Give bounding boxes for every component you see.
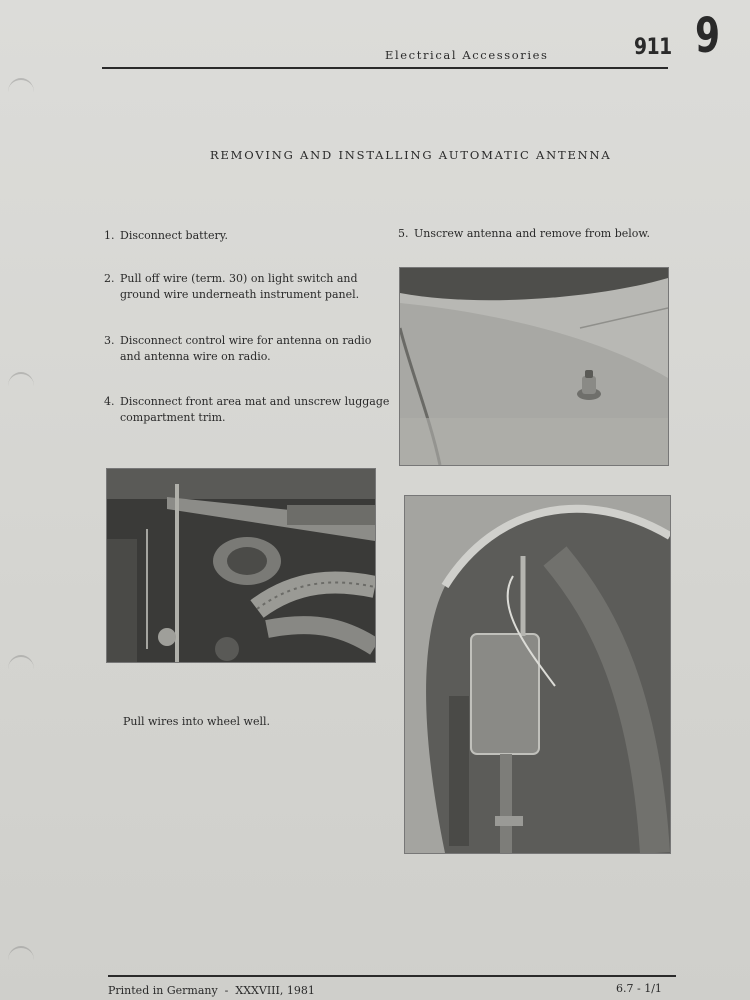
page-title: REMOVING AND INSTALLING AUTOMATIC ANTENNA xyxy=(210,148,612,162)
binder-hole xyxy=(8,655,34,683)
footer-page-reference: 6.7 - 1/1 xyxy=(616,982,662,995)
step-3 xyxy=(104,333,371,365)
step-text: Disconnect front area mat and unscrew luggage xyxy=(120,395,390,408)
step-text: Disconnect control wire for antenna on radio xyxy=(120,334,372,347)
step-text: compartment trim. xyxy=(120,411,226,424)
step-number: 1. xyxy=(104,229,115,242)
step-text: and antenna wire on radio. xyxy=(120,350,271,363)
step-number: 5. xyxy=(398,227,409,240)
step-5 xyxy=(398,226,650,242)
footer-printed-info: Printed in Germany - XXXVIII, 1981 xyxy=(108,984,315,997)
section-title: Electrical Accessories xyxy=(385,48,549,62)
header-rule xyxy=(102,67,668,69)
footer-rule xyxy=(108,975,676,977)
step-text: Pull off wire (term. 30) on light switch and xyxy=(120,272,358,285)
step-text: ground wire underneath instrument panel. xyxy=(120,288,360,301)
step-2 xyxy=(104,271,359,303)
binder-hole xyxy=(8,946,34,974)
step-4 xyxy=(104,394,389,426)
photo-caption: Pull wires into wheel well. xyxy=(123,715,270,728)
step-text: Unscrew antenna and remove from below. xyxy=(414,227,651,240)
binder-hole xyxy=(8,78,34,106)
photo-luggage-compartment xyxy=(106,468,376,663)
photo-wheel-well xyxy=(404,495,671,854)
step-1 xyxy=(104,228,228,244)
photo-antenna-fender xyxy=(399,267,669,466)
step-number: 3. xyxy=(104,334,115,347)
step-number: 2. xyxy=(104,272,115,285)
step-text: Disconnect battery. xyxy=(120,229,228,242)
section-number: 9 xyxy=(695,8,721,64)
model-number: 911 xyxy=(634,35,672,60)
binder-hole xyxy=(8,372,34,400)
step-number: 4. xyxy=(104,395,115,408)
